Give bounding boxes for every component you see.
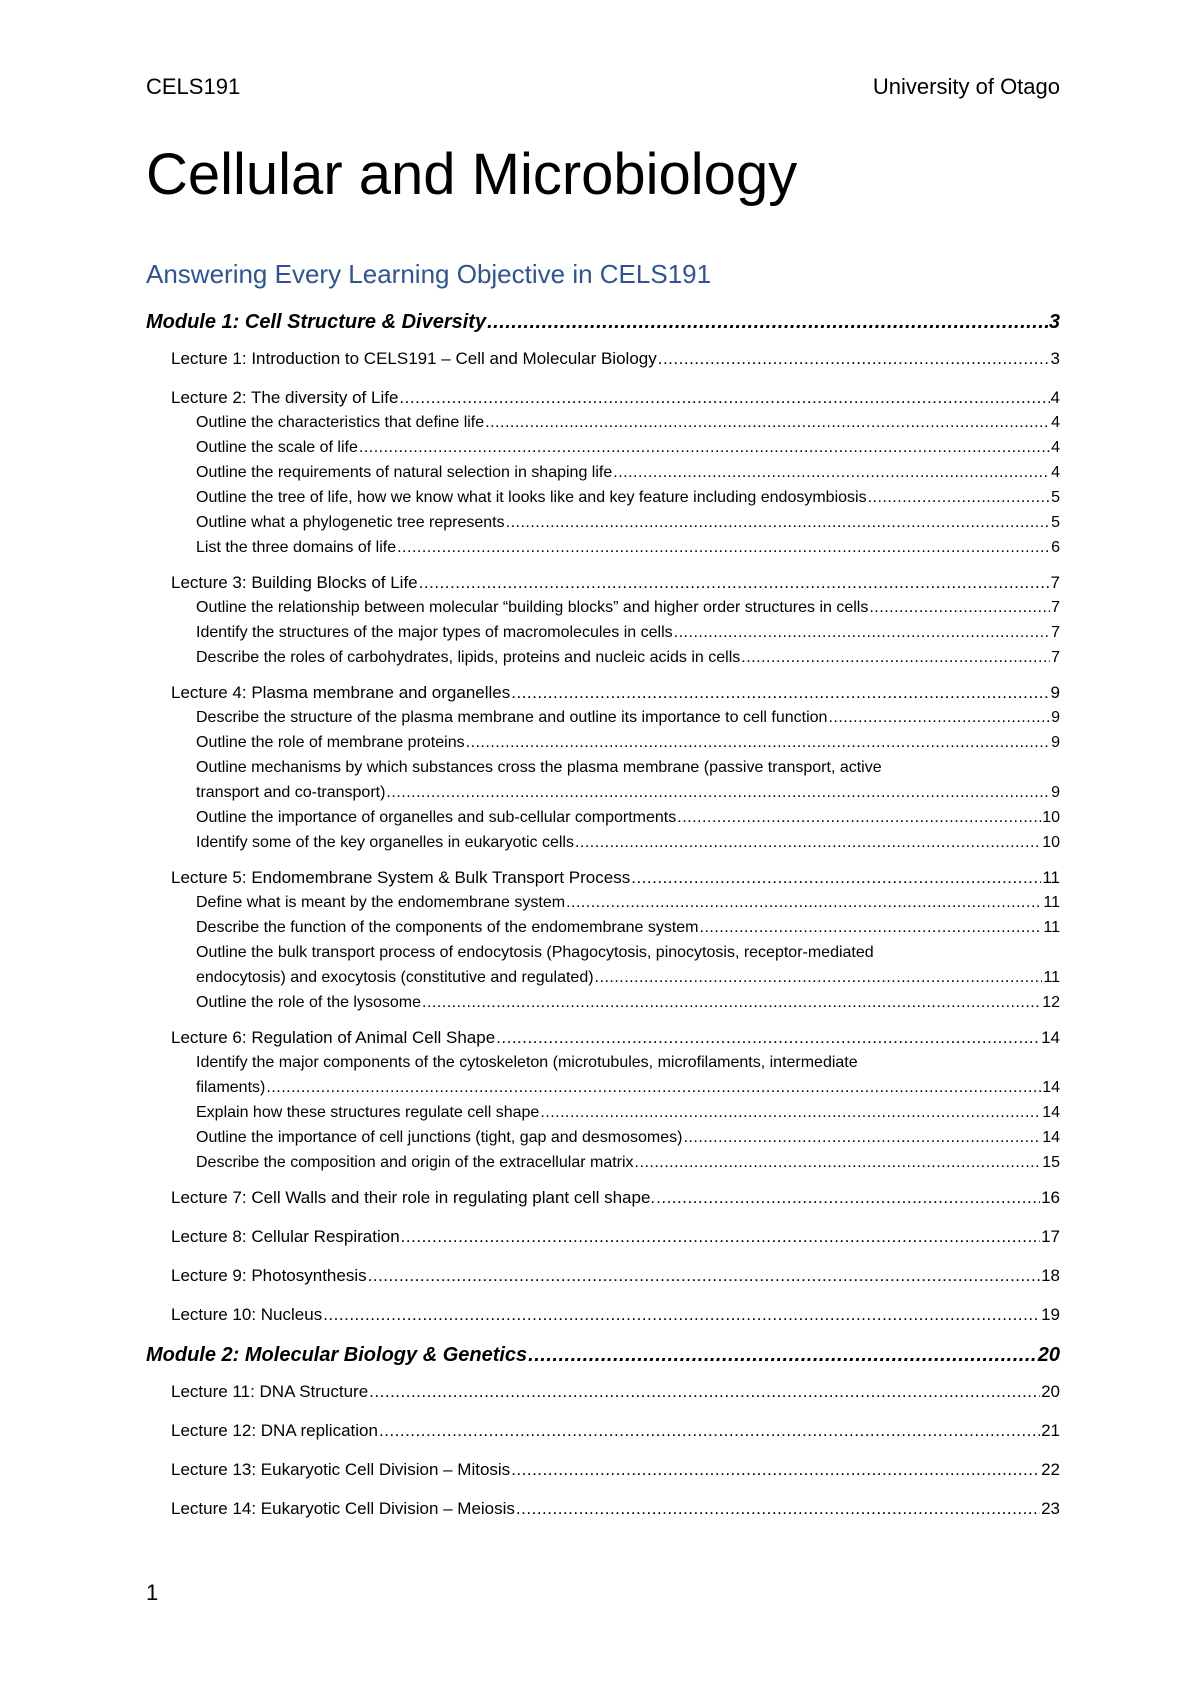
toc-leader bbox=[595, 967, 1043, 988]
toc-page: 16 bbox=[1041, 1188, 1060, 1207]
toc-label: Outline the characteristics that define life bbox=[196, 414, 485, 431]
toc-label: Outline the role of the lysosome bbox=[196, 994, 422, 1011]
toc-leader bbox=[683, 1127, 1041, 1148]
toc-leader bbox=[575, 832, 1041, 853]
toc-lecture-1[interactable] bbox=[146, 348, 1060, 369]
toc-objective[interactable] bbox=[146, 892, 1060, 913]
toc-lecture-2[interactable] bbox=[146, 387, 1060, 408]
toc-label: Lecture 6: Regulation of Animal Cell Shape bbox=[171, 1028, 496, 1047]
toc-label-line-2-row bbox=[196, 967, 1060, 988]
document-title: Cellular and Microbiology bbox=[146, 142, 798, 207]
toc-objective[interactable] bbox=[146, 832, 1060, 853]
toc-label: Lecture 13: Eukaryotic Cell Division – Mitosis bbox=[171, 1460, 511, 1479]
toc-leader bbox=[528, 1343, 1037, 1367]
toc-leader bbox=[485, 412, 1050, 433]
toc-objective[interactable] bbox=[146, 537, 1060, 558]
toc-objective[interactable] bbox=[146, 647, 1060, 668]
toc-label: Identify some of the key organelles in eukaryotic cells bbox=[196, 834, 574, 851]
toc-lecture-3[interactable] bbox=[146, 572, 1060, 593]
toc-page: 14 bbox=[1041, 1028, 1060, 1047]
toc-lecture-12[interactable] bbox=[146, 1420, 1060, 1441]
toc-leader bbox=[540, 1102, 1041, 1123]
toc-page: 15 bbox=[1042, 1154, 1060, 1171]
toc-objective[interactable] bbox=[146, 1152, 1060, 1173]
toc-page: 9 bbox=[1051, 784, 1060, 801]
toc-label: Outline the scale of life bbox=[196, 439, 358, 456]
page-header bbox=[146, 74, 1060, 100]
toc-label: Outline what a phylogenetic tree represents bbox=[196, 514, 505, 531]
toc-lecture-13[interactable] bbox=[146, 1459, 1060, 1480]
toc-label: Lecture 8: Cellular Respiration bbox=[171, 1227, 400, 1246]
toc-page: 4 bbox=[1051, 439, 1060, 456]
toc-leader bbox=[399, 387, 1049, 408]
toc-page: 4 bbox=[1051, 414, 1060, 431]
toc-page: 4 bbox=[1051, 464, 1060, 481]
toc-label: Lecture 7: Cell Walls and their role in regulating plant cell shape. bbox=[171, 1188, 656, 1207]
toc-leader bbox=[656, 1187, 1040, 1208]
toc-page: 21 bbox=[1041, 1421, 1060, 1440]
toc-page: 11 bbox=[1043, 969, 1060, 986]
toc-page: 14 bbox=[1042, 1129, 1060, 1146]
toc-leader bbox=[359, 437, 1050, 458]
toc-label: Outline the importance of cell junctions (tight, gap and desmosomes) bbox=[196, 1129, 683, 1146]
toc-leader bbox=[487, 310, 1048, 334]
header-institution: University of Otago bbox=[872, 74, 1060, 99]
toc-page: 7 bbox=[1051, 649, 1060, 666]
toc-label: Outline the relationship between molecular “building blocks” and higher order structures in cells bbox=[196, 599, 869, 616]
toc-page: 4 bbox=[1050, 388, 1060, 407]
toc-leader bbox=[369, 1381, 1040, 1402]
toc-page: 17 bbox=[1041, 1227, 1060, 1246]
toc-page: 10 bbox=[1042, 809, 1060, 826]
toc-label: Lecture 10: Nucleus bbox=[171, 1305, 323, 1324]
toc-lecture-4[interactable] bbox=[146, 682, 1060, 703]
toc-page: 5 bbox=[1051, 489, 1060, 506]
toc-page: 12 bbox=[1042, 994, 1060, 1011]
toc-page: 7 bbox=[1051, 599, 1060, 616]
toc-page: 11 bbox=[1042, 868, 1060, 887]
toc-objective[interactable] bbox=[146, 707, 1060, 728]
toc-label-line-1: Identify the major components of the cytoskeleton (microtubules, microfilaments, intermediate bbox=[196, 1054, 858, 1071]
toc-page: 9 bbox=[1050, 683, 1060, 702]
toc-objective[interactable] bbox=[146, 437, 1060, 458]
toc-leader bbox=[506, 512, 1050, 533]
toc-label: Describe the composition and origin of the extracellular matrix bbox=[196, 1154, 634, 1171]
toc-objective[interactable] bbox=[146, 1127, 1060, 1148]
toc-label: Describe the roles of carbohydrates, lipids, proteins and nucleic acids in cells bbox=[196, 649, 741, 666]
header-course-code: CELS191 bbox=[146, 74, 241, 99]
toc-page: 23 bbox=[1041, 1499, 1060, 1518]
toc-leader bbox=[635, 1152, 1042, 1173]
toc-leader bbox=[631, 867, 1041, 888]
toc-page: 18 bbox=[1041, 1266, 1060, 1285]
toc-label: Outline the tree of life, how we know what it looks like and key feature including endosymbiosis bbox=[196, 489, 867, 506]
toc-objective[interactable] bbox=[146, 462, 1060, 483]
toc-page: 14 bbox=[1042, 1079, 1060, 1096]
toc-label: Lecture 3: Building Blocks of Life bbox=[171, 573, 418, 592]
toc-page: 5 bbox=[1051, 514, 1060, 531]
toc-page: 11 bbox=[1043, 919, 1060, 936]
toc-leader bbox=[868, 487, 1051, 508]
table-of-contents bbox=[146, 310, 1060, 1537]
toc-objective[interactable] bbox=[146, 512, 1060, 533]
toc-objective[interactable] bbox=[146, 807, 1060, 828]
toc-leader bbox=[516, 1498, 1040, 1519]
toc-objective[interactable] bbox=[146, 917, 1060, 938]
toc-objective[interactable] bbox=[146, 757, 1060, 803]
toc-label: Module 2: Molecular Biology & Genetics bbox=[146, 1344, 528, 1366]
toc-leader bbox=[511, 1459, 1040, 1480]
toc-leader bbox=[741, 647, 1050, 668]
toc-module-1[interactable] bbox=[146, 310, 1060, 334]
toc-lecture-14[interactable] bbox=[146, 1498, 1060, 1519]
toc-lecture-6[interactable] bbox=[146, 1027, 1060, 1048]
toc-module-2[interactable] bbox=[146, 1343, 1060, 1367]
toc-label: Describe the structure of the plasma membrane and outline its importance to cell function bbox=[196, 709, 828, 726]
toc-objective[interactable] bbox=[146, 942, 1060, 988]
toc-objective[interactable] bbox=[146, 622, 1060, 643]
toc-page: 22 bbox=[1041, 1460, 1060, 1479]
toc-label: List the three domains of life bbox=[196, 539, 397, 556]
toc-page: 14 bbox=[1042, 1104, 1060, 1121]
toc-page: 10 bbox=[1042, 834, 1060, 851]
toc-page: 3 bbox=[1050, 349, 1060, 368]
toc-page: 3 bbox=[1048, 311, 1060, 333]
toc-objective[interactable] bbox=[146, 597, 1060, 618]
toc-leader bbox=[511, 682, 1049, 703]
toc-objective[interactable] bbox=[146, 1052, 1060, 1098]
toc-page: 7 bbox=[1051, 624, 1060, 641]
toc-label: Lecture 11: DNA Structure bbox=[171, 1382, 369, 1401]
toc-page: 9 bbox=[1051, 734, 1060, 751]
toc-page: 9 bbox=[1051, 709, 1060, 726]
toc-leader bbox=[566, 892, 1042, 913]
toc-label: Identify the structures of the major types of macromolecules in cells bbox=[196, 624, 673, 641]
toc-lecture-8[interactable] bbox=[146, 1226, 1060, 1247]
toc-leader bbox=[419, 572, 1050, 593]
toc-leader bbox=[386, 782, 1050, 803]
toc-leader bbox=[869, 597, 1050, 618]
toc-label-line-2-row bbox=[196, 1077, 1060, 1098]
toc-leader bbox=[613, 462, 1050, 483]
toc-leader bbox=[401, 1226, 1040, 1247]
toc-lecture-9[interactable] bbox=[146, 1265, 1060, 1286]
toc-objective[interactable] bbox=[146, 412, 1060, 433]
toc-lecture-7[interactable] bbox=[146, 1187, 1060, 1208]
toc-lecture-5[interactable] bbox=[146, 867, 1060, 888]
toc-leader bbox=[323, 1304, 1040, 1325]
toc-leader bbox=[379, 1420, 1040, 1441]
toc-label: Lecture 1: Introduction to CELS191 – Cell and Molecular Biology bbox=[171, 349, 657, 368]
toc-lecture-11[interactable] bbox=[146, 1381, 1060, 1402]
toc-page: 20 bbox=[1037, 1344, 1060, 1366]
toc-leader bbox=[368, 1265, 1040, 1286]
toc-page: 20 bbox=[1041, 1382, 1060, 1401]
toc-objective[interactable] bbox=[146, 1102, 1060, 1123]
toc-label: Lecture 12: DNA replication bbox=[171, 1421, 378, 1440]
toc-label: Explain how these structures regulate cell shape bbox=[196, 1104, 540, 1121]
toc-leader bbox=[266, 1077, 1041, 1098]
toc-leader bbox=[422, 992, 1041, 1013]
toc-label: Outline the importance of organelles and sub-cellular comportments bbox=[196, 809, 677, 826]
toc-leader bbox=[674, 622, 1050, 643]
toc-leader bbox=[397, 537, 1050, 558]
toc-label-line-2: transport and co-transport) bbox=[196, 784, 386, 801]
toc-objective[interactable] bbox=[146, 487, 1060, 508]
toc-label: Outline the requirements of natural selection in shaping life bbox=[196, 464, 613, 481]
toc-label: Lecture 9: Photosynthesis bbox=[171, 1266, 367, 1285]
toc-leader bbox=[466, 732, 1051, 753]
toc-leader bbox=[658, 348, 1050, 369]
toc-label: Lecture 4: Plasma membrane and organelles bbox=[171, 683, 511, 702]
toc-page: 11 bbox=[1043, 894, 1060, 911]
document-subtitle: Answering Every Learning Objective in CELS191 bbox=[146, 259, 712, 289]
toc-leader bbox=[828, 707, 1050, 728]
page-number: 1 bbox=[146, 1580, 159, 1605]
toc-page: 6 bbox=[1051, 539, 1060, 556]
toc-label-line-1: Outline the bulk transport process of endocytosis (Phagocytosis, pinocytosis, receptor-mediated bbox=[196, 944, 874, 961]
toc-label-line-1: Outline mechanisms by which substances cross the plasma membrane (passive transport, active bbox=[196, 759, 882, 776]
toc-label: Lecture 2: The diversity of Life bbox=[171, 388, 399, 407]
toc-label-line-2: filaments) bbox=[196, 1079, 266, 1096]
toc-label: Lecture 5: Endomembrane System & Bulk Transport Process bbox=[171, 868, 631, 887]
toc-leader bbox=[496, 1027, 1040, 1048]
toc-label-line-2-row bbox=[196, 782, 1060, 803]
toc-label: Module 1: Cell Structure & Diversity bbox=[146, 311, 487, 333]
toc-label: Define what is meant by the endomembrane system bbox=[196, 894, 566, 911]
toc-label: Describe the function of the components of the endomembrane system bbox=[196, 919, 699, 936]
toc-lecture-10[interactable] bbox=[146, 1304, 1060, 1325]
toc-label: Lecture 14: Eukaryotic Cell Division – Meiosis bbox=[171, 1499, 515, 1518]
toc-leader bbox=[700, 917, 1043, 938]
toc-label: Outline the role of membrane proteins bbox=[196, 734, 465, 751]
toc-page: 7 bbox=[1050, 573, 1060, 592]
toc-objective[interactable] bbox=[146, 732, 1060, 753]
toc-leader bbox=[677, 807, 1041, 828]
toc-page: 19 bbox=[1041, 1305, 1060, 1324]
toc-objective[interactable] bbox=[146, 992, 1060, 1013]
toc-label-line-2: endocytosis) and exocytosis (constitutive and regulated) bbox=[196, 969, 594, 986]
